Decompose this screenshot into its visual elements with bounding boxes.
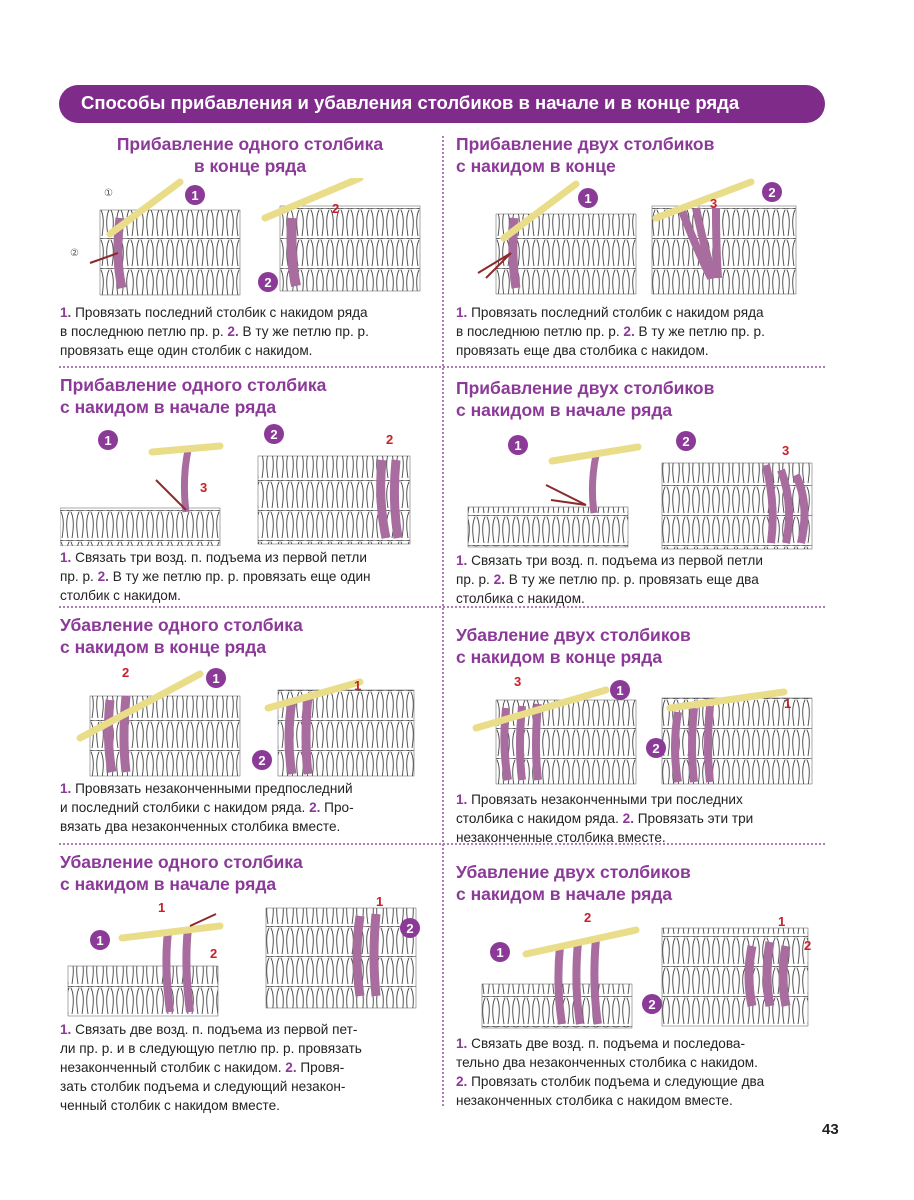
- step-number: 2.: [622, 811, 634, 826]
- section-text: [456, 790, 753, 847]
- step-number: 2.: [309, 800, 321, 815]
- diagram-add-two-end: [456, 178, 826, 300]
- step-number: 1.: [456, 553, 468, 568]
- diagram-label: 1: [158, 900, 166, 915]
- circled-label: ①: [104, 188, 113, 199]
- diagram-add-one-end: [60, 178, 440, 300]
- diagram-dec-two-end: [456, 668, 826, 786]
- step-marker-label: 1: [191, 188, 199, 203]
- diagram-label: 3: [782, 443, 790, 458]
- step-number: 1.: [60, 1022, 72, 1037]
- text-line: Провязать последний столбик с накидом ряда: [71, 305, 368, 320]
- step-marker-label: 2: [406, 921, 414, 936]
- diagram-label: 1: [376, 896, 384, 909]
- step-marker-label: 1: [584, 191, 592, 206]
- text-line: в последнюю петлю пр. р.: [60, 324, 228, 339]
- title-line: Убавление одного столбика: [60, 852, 303, 872]
- title-line: Убавление одного столбика: [60, 615, 303, 635]
- step-number: 1.: [60, 781, 72, 796]
- section-add-one-end: [60, 133, 440, 177]
- step-marker-label: 2: [652, 741, 660, 756]
- step-number: 2.: [493, 572, 505, 587]
- section-title: [60, 374, 440, 418]
- section-text: [60, 1020, 362, 1115]
- diagram-label: 3: [710, 196, 718, 211]
- text-line: пр. р.: [456, 572, 494, 587]
- step-number: 1.: [456, 792, 468, 807]
- text-line: Связать две возд. п. подъема и последова-: [467, 1036, 746, 1051]
- text-line: Провязать незаконченными предпоследний: [71, 781, 353, 796]
- title-line: с накидом в начале ряда: [456, 400, 673, 420]
- text-line: В ту же петлю пр. р.: [634, 324, 765, 339]
- text-line: тельно два незаконченных столбика с накидом.: [456, 1055, 758, 1070]
- text-line: Провязать столбик подъема и следующие два: [467, 1074, 765, 1089]
- text-line: незаконченный столбик с накидом.: [60, 1060, 286, 1075]
- step-marker-label: 1: [212, 671, 220, 686]
- diagram-label: 1: [354, 678, 362, 693]
- text-line: Связать три возд. п. подъема из первой петли: [467, 553, 763, 568]
- step-marker-label: 1: [616, 683, 624, 698]
- step-marker-label: 1: [104, 433, 112, 448]
- step-marker-label: 2: [258, 753, 266, 768]
- diagram-label: 2: [210, 946, 218, 961]
- text-line: В ту же петлю пр. р.: [238, 324, 369, 339]
- text-line: провязать еще один столбик с накидом.: [60, 343, 313, 358]
- diagram-label: 2: [332, 201, 340, 216]
- diagram-label: 3: [200, 480, 208, 495]
- title-line: Прибавление двух столбиков: [456, 134, 715, 154]
- step-number: 2.: [97, 569, 109, 584]
- diagram-label: 2: [804, 938, 812, 953]
- diagram-dec-one-start: [60, 896, 440, 1018]
- text-line: вязать два незаконченных столбика вместе.: [60, 819, 341, 834]
- step-number: 1.: [60, 550, 72, 565]
- circled-label: ②: [70, 248, 79, 259]
- step-number: 2.: [456, 1074, 468, 1089]
- diagram-label: 2: [122, 665, 130, 680]
- section-dec-one-start: [60, 851, 440, 895]
- text-line: в последнюю петлю пр. р.: [456, 324, 624, 339]
- diagram-label: 3: [514, 674, 522, 689]
- title-line: Прибавление двух столбиков: [456, 378, 715, 398]
- title-line: с накидом в начале ряда: [60, 874, 277, 894]
- section-text: [60, 779, 354, 836]
- text-line: ли пр. р. и в следующую петлю пр. р. провязать: [60, 1041, 362, 1056]
- title-line: с накидом в начале ряда: [60, 397, 277, 417]
- section-dec-one-end: [60, 614, 440, 658]
- section-banner: [59, 85, 825, 123]
- text-line: Провязать эти три: [633, 811, 754, 826]
- section-dec-two-end: [456, 624, 826, 668]
- step-number: 1.: [60, 305, 72, 320]
- step-marker-label: 2: [768, 185, 776, 200]
- section-add-two-end: [456, 133, 826, 177]
- section-title: [456, 377, 826, 421]
- section-text: [456, 551, 763, 608]
- title-line: Прибавление одного столбика: [60, 375, 327, 395]
- text-line: незаконченных столбика с накидом вместе.: [456, 1093, 733, 1108]
- step-marker-label: 2: [270, 427, 278, 442]
- section-add-two-start: [456, 377, 826, 421]
- text-line: пр. р.: [60, 569, 98, 584]
- text-line: Про-: [320, 800, 354, 815]
- diagram-label: 2: [386, 432, 394, 447]
- section-add-one-start: [60, 374, 440, 418]
- section-text: [456, 303, 765, 360]
- row-divider: [59, 366, 825, 368]
- text-line: Связать три возд. п. подъема из первой петли: [71, 550, 367, 565]
- section-title: [60, 851, 440, 895]
- title-line: с накидом в конце ряда: [456, 647, 663, 667]
- banner-title: Способы прибавления и убавления столбиков в начале и в конце ряда: [81, 92, 740, 113]
- title-line: с накидом в начале ряда: [456, 884, 673, 904]
- step-marker-label: 1: [496, 945, 504, 960]
- text-line: незаконченные столбика вместе.: [456, 830, 666, 845]
- text-line: Провязать последний столбик с накидом ряда: [467, 305, 764, 320]
- step-number: 2.: [623, 324, 635, 339]
- step-number: 1.: [456, 305, 468, 320]
- diagram-add-one-start: [60, 420, 440, 546]
- section-title: [60, 133, 440, 177]
- diagram-dec-two-start: [456, 906, 826, 1030]
- title-line: с накидом в конце ряда: [60, 637, 267, 657]
- diagram-add-two-start: [456, 425, 826, 551]
- column-divider: [442, 136, 444, 1106]
- title-line: с накидом в конце: [456, 156, 616, 176]
- step-marker-label: 2: [682, 434, 690, 449]
- section-title: [456, 624, 826, 668]
- text-line: Провя-: [296, 1060, 345, 1075]
- step-number: 1.: [456, 1036, 468, 1051]
- diagram-label: 1: [778, 914, 786, 929]
- text-line: столбик с накидом.: [60, 588, 181, 603]
- section-title: [456, 861, 826, 905]
- step-number: 2.: [227, 324, 239, 339]
- step-marker-label: 1: [96, 933, 104, 948]
- diagram-dec-one-end: [60, 660, 440, 778]
- step-marker-label: 1: [514, 438, 522, 453]
- section-text: [60, 548, 371, 605]
- step-marker-label: 2: [648, 997, 656, 1012]
- text-line: зать столбик подъема и следующий незакон-: [60, 1079, 346, 1094]
- section-title: [60, 614, 440, 658]
- step-number: 2.: [285, 1060, 297, 1075]
- text-line: В ту же петлю пр. р. провязать еще два: [504, 572, 759, 587]
- text-line: провязать еще два столбика с накидом.: [456, 343, 709, 358]
- text-line: столбика с накидом ряда.: [456, 811, 623, 826]
- diagram-label: 1: [784, 696, 792, 711]
- section-dec-two-start: [456, 861, 826, 905]
- step-marker-label: 2: [264, 275, 272, 290]
- text-line: Связать две возд. п. подъема из первой пет-: [71, 1022, 358, 1037]
- title-line: в конце ряда: [193, 156, 307, 176]
- text-line: Провязать незаконченными три последних: [467, 792, 743, 807]
- text-line: столбика с накидом.: [456, 591, 585, 606]
- title-line: Убавление двух столбиков: [456, 625, 691, 645]
- section-text: [456, 1034, 764, 1110]
- section-title: [456, 133, 826, 177]
- section-text: [60, 303, 369, 360]
- text-line: и последний столбики с накидом ряда.: [60, 800, 310, 815]
- title-line: Прибавление одного столбика: [116, 134, 384, 154]
- title-line: Убавление двух столбиков: [456, 862, 691, 882]
- text-line: В ту же петлю пр. р. провязать еще один: [108, 569, 371, 584]
- text-line: ченный столбик с накидом вместе.: [60, 1098, 280, 1113]
- diagram-label: 2: [584, 910, 592, 925]
- page-number: 43: [822, 1121, 839, 1138]
